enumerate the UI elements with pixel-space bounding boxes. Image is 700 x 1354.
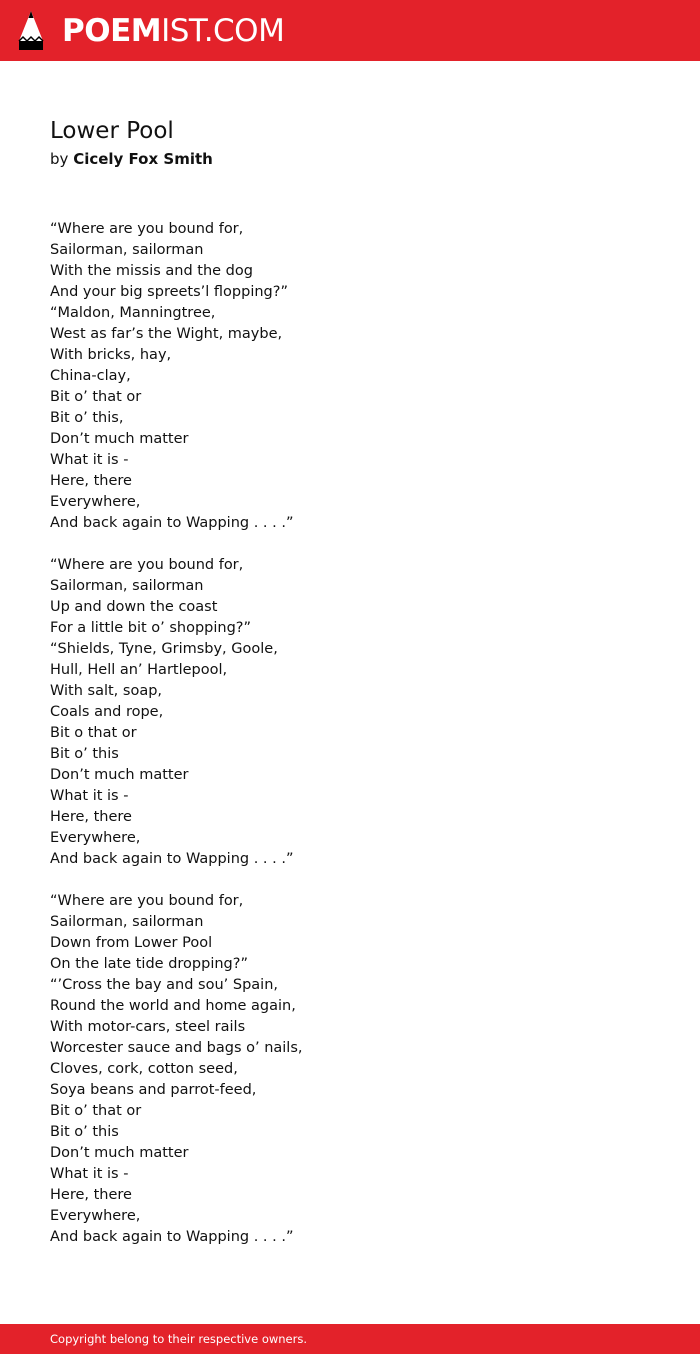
poem-line: Bit o that or bbox=[50, 725, 137, 741]
poem-line: “Shields, Tyne, Grimsby, Goole, bbox=[50, 641, 278, 657]
poem-line: Everywhere, bbox=[50, 1208, 141, 1224]
poem-line: Bit o’ this bbox=[50, 1124, 119, 1140]
poem-line: “’Cross the bay and sou’ Spain, bbox=[50, 977, 279, 993]
poem-line: Coals and rope, bbox=[50, 704, 164, 720]
poem-line: What it is - bbox=[50, 788, 129, 804]
poem-stanza bbox=[50, 555, 303, 870]
poem-line: Bit o’ this, bbox=[50, 410, 124, 426]
by-label: by bbox=[50, 150, 69, 168]
poem-line: Sailorman, sailorman bbox=[50, 242, 204, 258]
poem-line: Don’t much matter bbox=[50, 431, 189, 447]
poem-line: And your big spreets’l flopping?” bbox=[50, 284, 288, 300]
poem-stanza bbox=[50, 891, 303, 1248]
poem-line: And back again to Wapping . . . .” bbox=[50, 851, 294, 867]
poem-line: Hull, Hell an’ Hartlepool, bbox=[50, 662, 228, 678]
poem-line: Here, there bbox=[50, 809, 132, 825]
poem-stanza bbox=[50, 219, 303, 534]
poem-body bbox=[50, 219, 303, 1269]
copyright-text: Copyright belong to their respective owners. bbox=[50, 1332, 308, 1346]
poem-line: “Where are you bound for, bbox=[50, 557, 244, 573]
poem-line: Bit o’ that or bbox=[50, 1103, 142, 1119]
poem-line: What it is - bbox=[50, 452, 129, 468]
poem-line: For a little bit o’ shopping?” bbox=[50, 620, 252, 636]
poem-line: Everywhere, bbox=[50, 830, 141, 846]
poem-line: Here, there bbox=[50, 473, 132, 489]
poem-line: Sailorman, sailorman bbox=[50, 914, 204, 930]
poem-line: “Where are you bound for, bbox=[50, 893, 244, 909]
poem-line: Don’t much matter bbox=[50, 767, 189, 783]
poem-line: “Maldon, Manningtree, bbox=[50, 305, 216, 321]
poem-line: “Where are you bound for, bbox=[50, 221, 244, 237]
poem-line: Cloves, cork, cotton seed, bbox=[50, 1061, 238, 1077]
poem-line: Don’t much matter bbox=[50, 1145, 189, 1161]
poem-line: Bit o’ that or bbox=[50, 389, 142, 405]
poem-line: Down from Lower Pool bbox=[50, 935, 213, 951]
poem-line: What it is - bbox=[50, 1166, 129, 1182]
poem-line: With motor-cars, steel rails bbox=[50, 1019, 246, 1035]
poem-line: China-clay, bbox=[50, 368, 131, 384]
poem-line: Worcester sauce and bags o’ nails, bbox=[50, 1040, 303, 1056]
poem-line: Up and down the coast bbox=[50, 599, 218, 615]
byline bbox=[50, 148, 213, 170]
poem-line: On the late tide dropping?” bbox=[50, 956, 248, 972]
poem-line: Soya beans and parrot-feed, bbox=[50, 1082, 257, 1098]
poem-line: With bricks, hay, bbox=[50, 347, 172, 363]
poem-line: Everywhere, bbox=[50, 494, 141, 510]
author-name: Cicely Fox Smith bbox=[73, 150, 213, 168]
poem-line: Sailorman, sailorman bbox=[50, 578, 204, 594]
site-logo[interactable] bbox=[62, 11, 284, 51]
poem-line: With salt, soap, bbox=[50, 683, 163, 699]
pencil-icon[interactable] bbox=[18, 10, 44, 51]
site-header bbox=[0, 0, 700, 61]
poem-line: West as far’s the Wight, maybe, bbox=[50, 326, 283, 342]
poem-line: Round the world and home again, bbox=[50, 998, 296, 1014]
poem-line: With the missis and the dog bbox=[50, 263, 253, 279]
poem-line: And back again to Wapping . . . .” bbox=[50, 515, 294, 531]
poem-line: Here, there bbox=[50, 1187, 132, 1203]
poem-line: Bit o’ this bbox=[50, 746, 119, 762]
logo-light-text: IST.COM bbox=[161, 13, 285, 49]
poem-title: Lower Pool bbox=[50, 118, 174, 144]
logo-bold-text: POEM bbox=[62, 13, 162, 49]
poem-line: And back again to Wapping . . . .” bbox=[50, 1229, 294, 1245]
site-footer bbox=[0, 1324, 700, 1354]
